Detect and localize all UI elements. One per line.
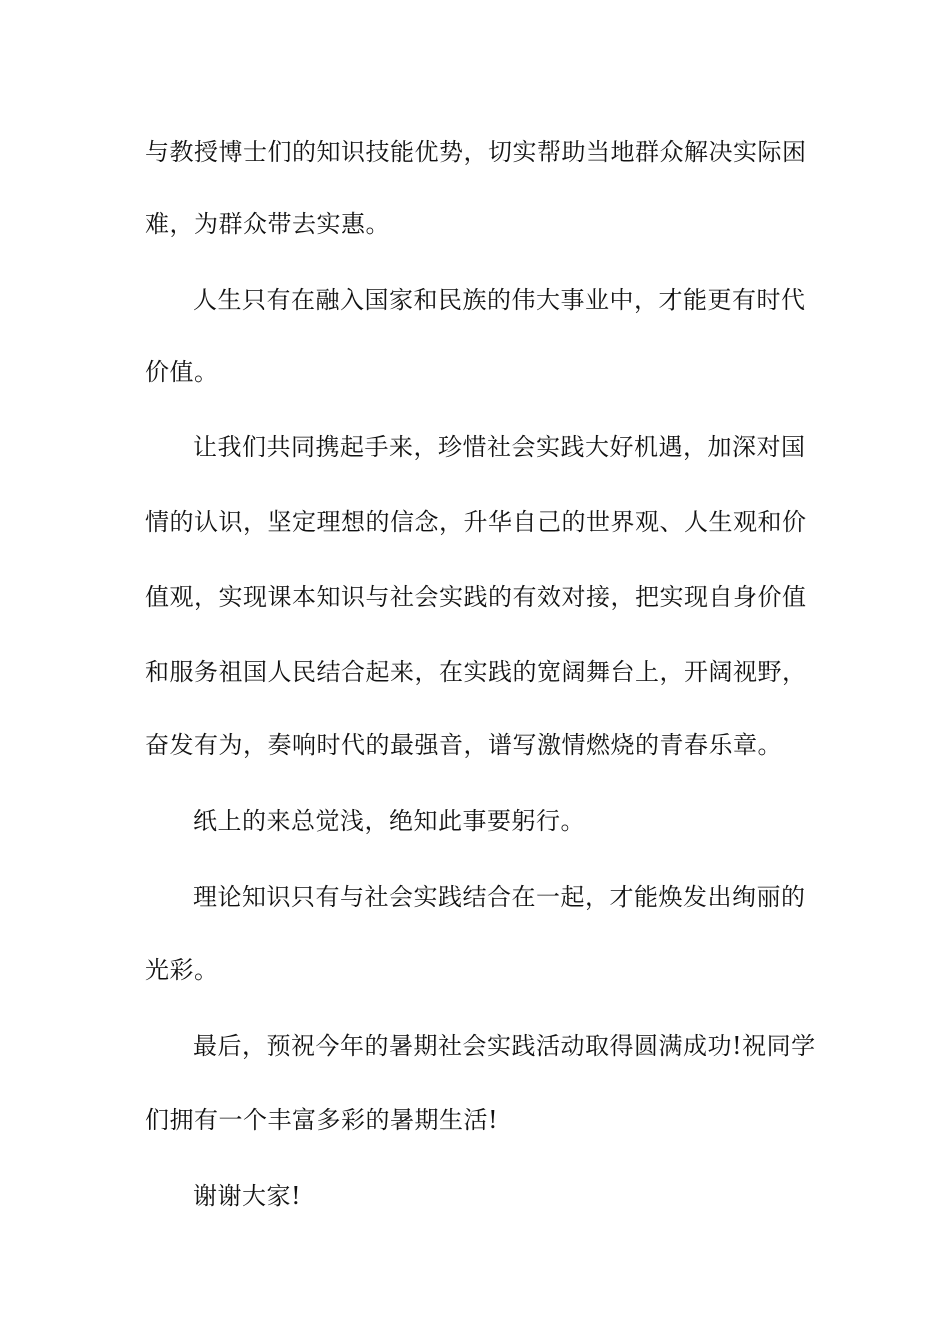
paragraph-start-line: 谢谢大家! bbox=[193, 1182, 302, 1210]
paragraph-start-line: 让我们共同携起手来，珍惜社会实践大好机遇，加深对国 bbox=[193, 433, 806, 461]
paragraph-start-line: 纸上的来总觉浅，绝知此事要躬行。 bbox=[193, 807, 585, 835]
text-line: 和服务祖国人民结合起来，在实践的宽阔舞台上，开阔视野， bbox=[145, 658, 807, 686]
paragraph-start-line: 理论知识只有与社会实践结合在一起，才能焕发出绚丽的 bbox=[193, 883, 806, 911]
text-line: 值观，实现课本知识与社会实践的有效对接，把实现自身价值 bbox=[145, 583, 807, 611]
text-line: 奋发有为，奏响时代的最强音，谱写激情燃烧的青春乐章。 bbox=[145, 731, 782, 759]
paragraph-start-line: 最后，预祝今年的暑期社会实践活动取得圆满成功!祝同学 bbox=[193, 1032, 816, 1060]
text-line: 们拥有一个丰富多彩的暑期生活! bbox=[145, 1106, 499, 1134]
text-line: 情的认识，坚定理想的信念，升华自己的世界观、人生观和价 bbox=[145, 508, 807, 536]
text-line: 与教授博士们的知识技能优势，切实帮助当地群众解决实际困 bbox=[145, 138, 807, 166]
paragraph-start-line: 人生只有在融入国家和民族的伟大事业中，才能更有时代 bbox=[193, 286, 806, 314]
text-line: 价值。 bbox=[145, 358, 219, 386]
text-line: 光彩。 bbox=[145, 956, 219, 984]
text-line: 难，为群众带去实惠。 bbox=[145, 210, 390, 238]
